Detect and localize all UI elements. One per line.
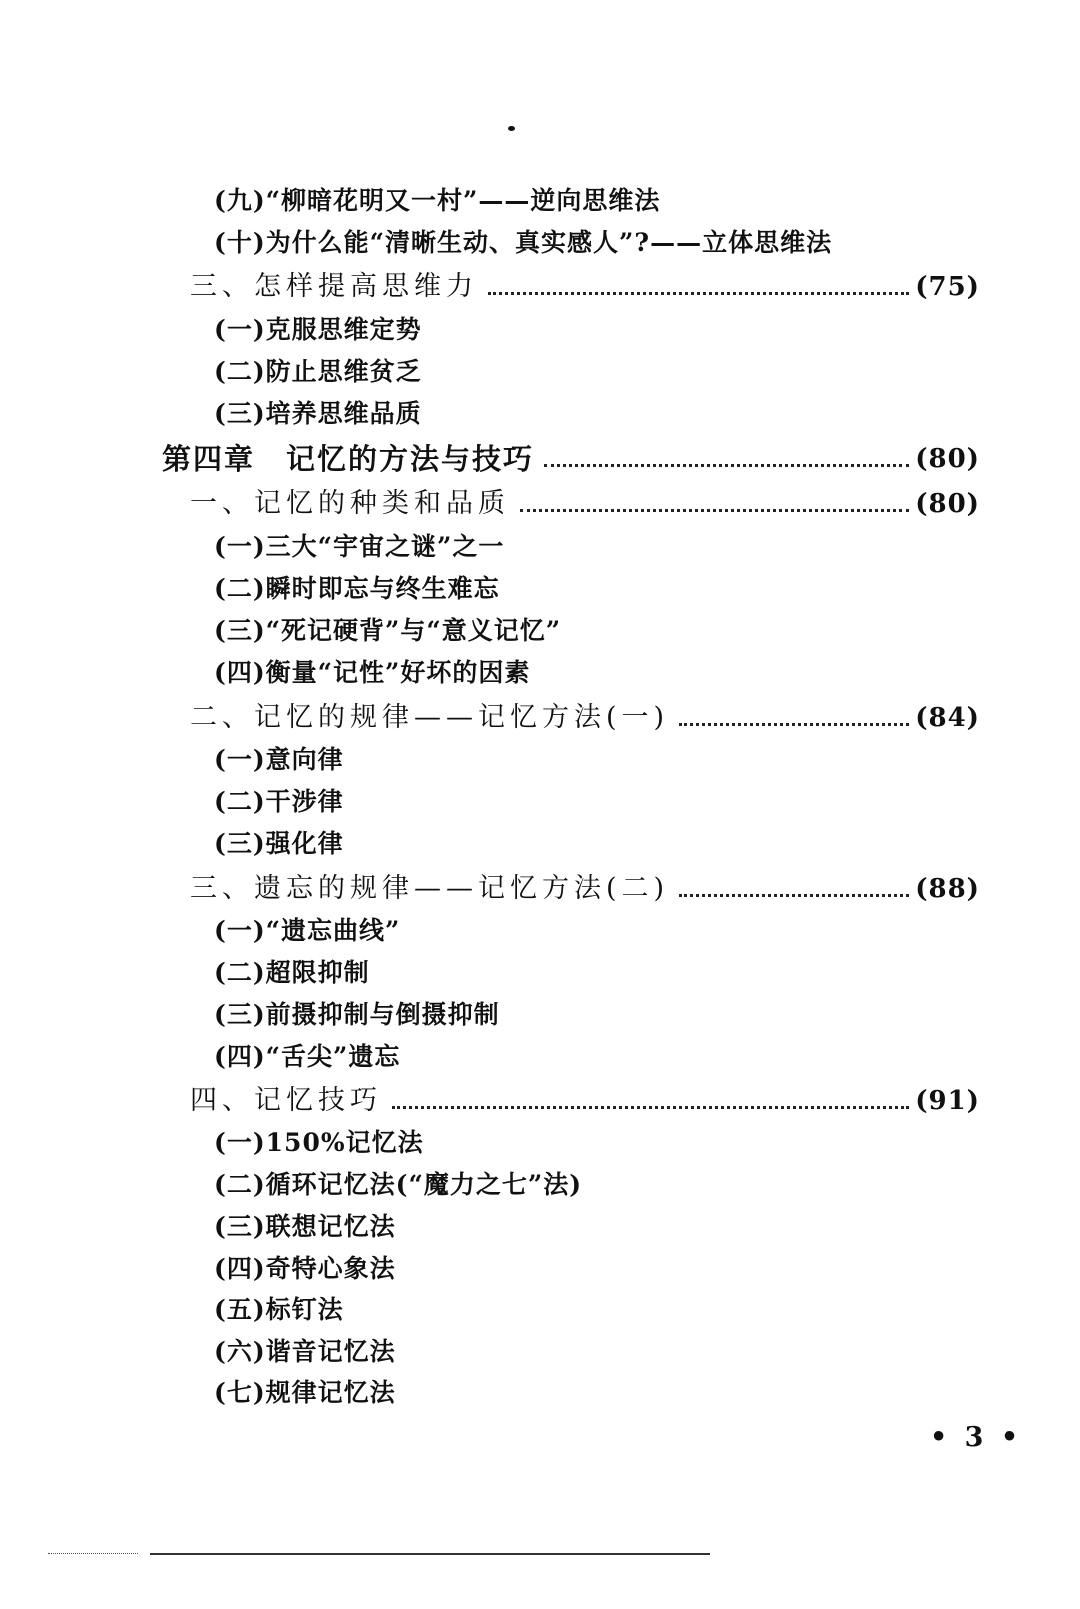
dot-leader [679,723,909,726]
toc-entry-label: (一)“遗忘曲线” [214,916,401,945]
toc-entry [214,181,660,221]
toc-entry [214,653,530,693]
ink-speck [508,126,515,131]
chapter-heading [162,439,980,479]
toc-entry-label: (五)标钉法 [214,1295,344,1324]
toc-page-number: (91) [915,1086,980,1116]
toc-entry-label: 三、遗忘的规律——记忆方法(二) [190,873,670,904]
toc-entry-label: (一)150%记忆法 [214,1128,424,1157]
toc-entry [214,611,561,651]
toc-entry-label: (三)“死记硬背”与“意义记忆” [214,616,562,645]
bottom-rule [150,1553,710,1555]
toc-entry-label: (十)为什么能“清晰生动、真实感人”?——立体思维法 [214,228,833,257]
dot-leader [392,1106,909,1109]
toc-entry-label: (二)循环记忆法(“魔力之七”法) [214,1170,583,1199]
toc-entry-label: (三)强化律 [214,829,344,858]
toc-entry [214,824,344,864]
toc-entry [214,740,344,780]
toc-entry [214,1037,400,1077]
toc-entry-label: (二)超限抑制 [214,958,370,987]
toc-entry-label: (二)干涉律 [214,787,344,816]
toc-entry-label: 二、记忆的规律——记忆方法(一) [190,702,670,733]
toc-entry-label: (二)瞬时即忘与终生难忘 [214,574,500,603]
toc-entry [214,995,500,1035]
toc-entry-label: 三、怎样提高思维力 [190,271,478,302]
toc-entry [214,1249,396,1289]
toc-entry-label: 一、记忆的种类和品质 [190,488,510,519]
toc-page-number: (88) [915,874,980,904]
toc-entry-label: (四)“舌尖”遗忘 [214,1042,401,1071]
toc-entry [214,1207,396,1247]
dot-leader [544,464,909,467]
toc-entry [190,869,980,909]
toc-entry [214,782,344,822]
dot-leader [520,509,909,512]
dot-leader [679,894,909,897]
toc-entry [214,394,422,434]
toc-entry [214,1165,582,1205]
toc-entry [214,569,500,609]
toc-entry-label: (三)培养思维品质 [214,399,422,428]
toc-entry-label: (四)奇特心象法 [214,1254,396,1283]
toc-entry [190,1081,980,1121]
toc-entry [214,223,832,263]
bottom-rule-faint [48,1553,138,1554]
toc-entry [214,352,422,392]
toc-entry-label: (三)前摄抑制与倒摄抑制 [214,1000,500,1029]
toc-entry [190,484,980,524]
toc-entry [214,1123,424,1163]
toc-entry [190,267,980,307]
toc-entry [214,310,422,350]
toc-entry [190,698,980,738]
toc-page-number: (84) [915,703,980,733]
toc-entry [214,911,400,951]
toc-entry-label: (七)规律记忆法 [214,1378,396,1407]
toc-entry [214,1332,396,1372]
toc-entry-label: 第四章 记忆的方法与技巧 [162,442,535,476]
toc-entry-label: (六)谐音记忆法 [214,1337,396,1366]
toc-entry-label: (九)“柳暗花明又一村”——逆向思维法 [214,186,661,215]
toc-entry-label: (一)意向律 [214,745,344,774]
toc-entry [214,1373,396,1413]
dot-leader [488,292,909,295]
toc-entry [214,1290,344,1330]
toc-entry-label: (一)三大“宇宙之谜”之一 [214,532,505,561]
toc-entry-label: 四、记忆技巧 [190,1085,382,1116]
toc-entry-label: (三)联想记忆法 [214,1212,396,1241]
toc-entry [214,527,504,567]
toc-page-number: (75) [915,272,980,302]
toc-page-number: (80) [915,489,980,519]
toc-entry [214,953,370,993]
toc-entry-label: (二)防止思维贫乏 [214,357,422,386]
toc-page-number: (80) [915,444,980,474]
toc-entry-label: (一)克服思维定势 [214,315,422,344]
page-number: • 3 • [930,1422,1023,1453]
toc-entry-label: (四)衡量“记性”好坏的因素 [214,658,531,687]
